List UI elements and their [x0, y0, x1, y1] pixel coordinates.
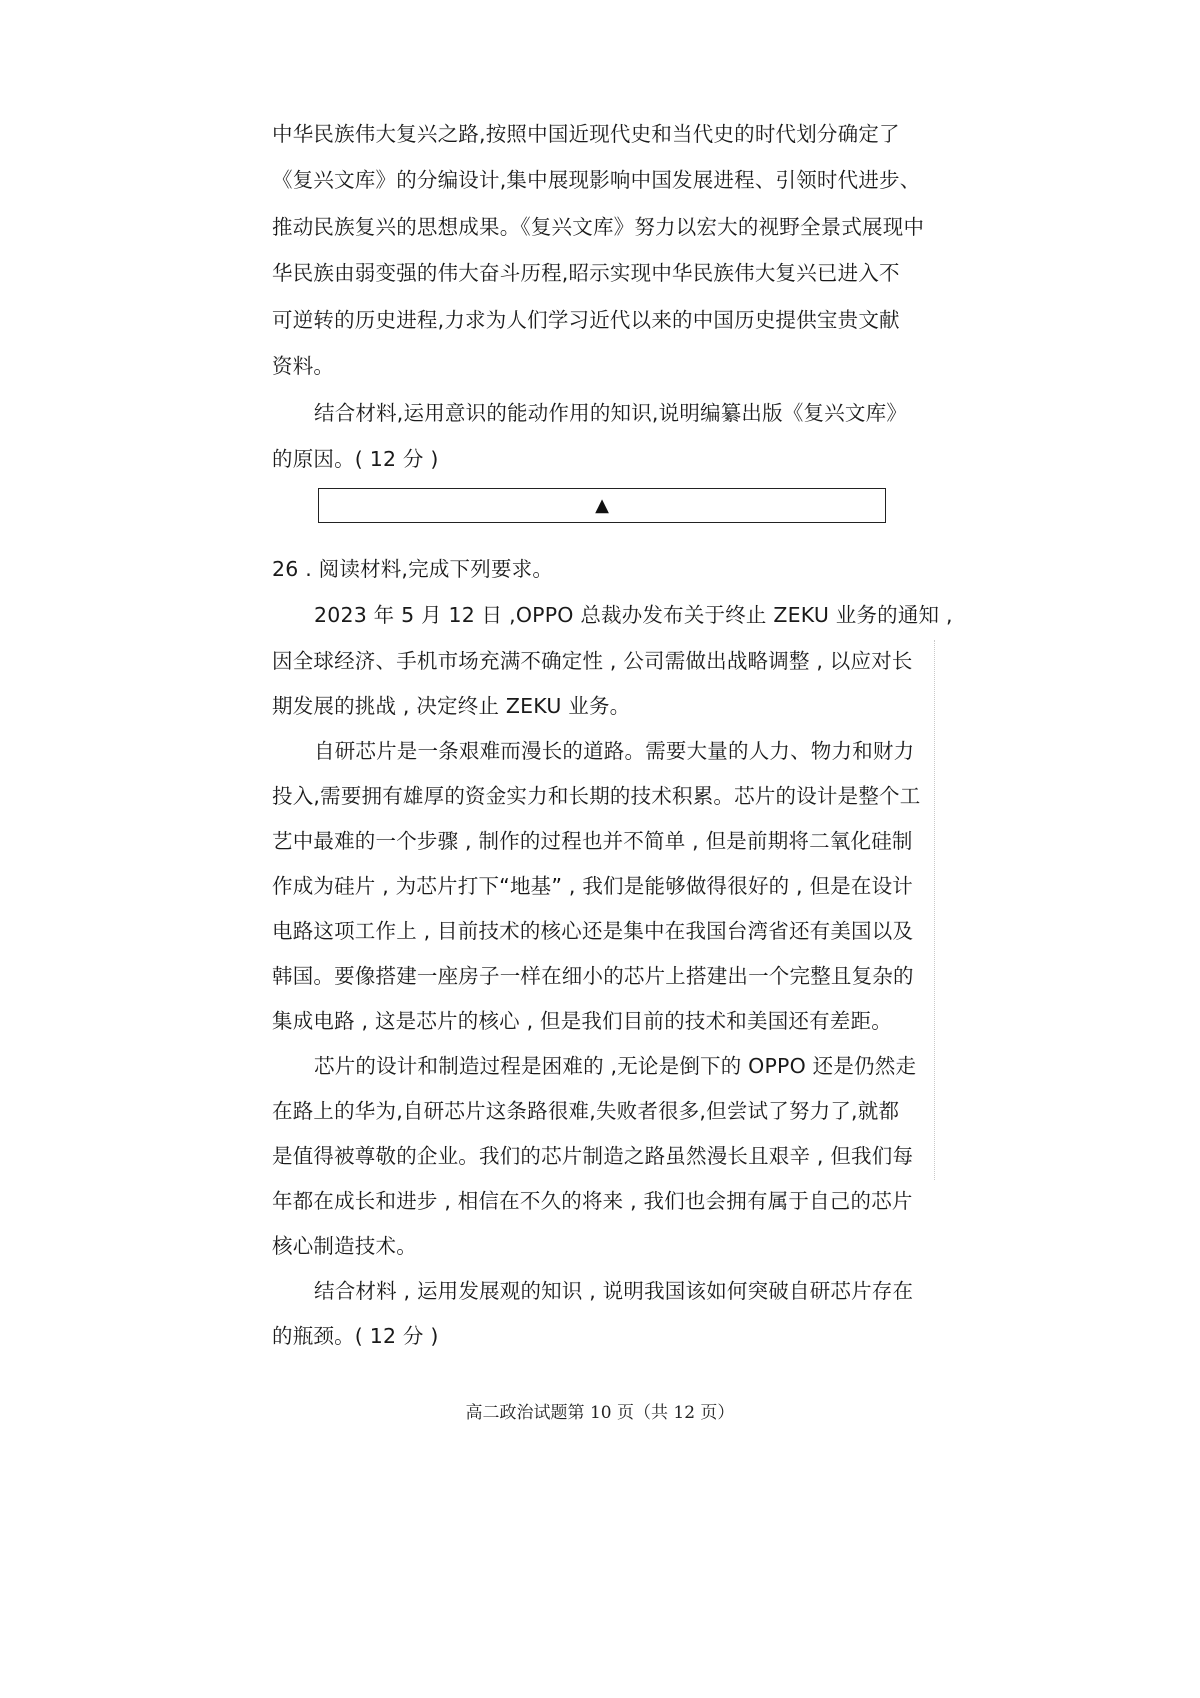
text-line: 作成为硅片 , 为芯片打下“地基” , 我们是能够做得很好的 , 但是在设计 [272, 874, 913, 898]
text-line: 可逆转的历史进程,力求为人们学习近代以来的中国历史提供宝贵文献 [272, 308, 900, 332]
page-footer: 高二政治试题第 10 页（共 12 页） [465, 1403, 735, 1423]
text-line: 年都在成长和进步 , 相信在不久的将来 , 我们也会拥有属于自己的芯片 [272, 1189, 913, 1213]
text-line: 资料。 [272, 354, 335, 378]
scan-dotted-margin [934, 640, 935, 1180]
text-line: 华民族由弱变强的伟大奋斗历程,昭示实现中华民族伟大复兴已进入不 [272, 261, 900, 285]
triangle-icon: ▲ [595, 495, 609, 516]
text-line: 韩国。要像搭建一座房子一样在细小的芯片上搭建出一个完整且复杂的 [272, 964, 914, 988]
answer-box[interactable] [318, 488, 886, 523]
text-line: 期发展的挑战 , 决定终止 ZEKU 业务。 [272, 694, 631, 718]
text-line: 投入,需要拥有雄厚的资金实力和长期的技术积累。芯片的设计是整个工 [272, 784, 921, 808]
question-prompt: 结合材料 , 运用发展观的知识 , 说明我国该如何突破自研芯片存在 [314, 1279, 914, 1303]
text-line: 因全球经济、手机市场充满不确定性 , 公司需做出战略调整 , 以应对长 [272, 649, 913, 673]
text-line: 电路这项工作上 , 目前技术的核心还是集中在我国台湾省还有美国以及 [272, 919, 914, 943]
text-line: 自研芯片是一条艰难而漫长的道路。需要大量的人力、物力和财力 [314, 739, 915, 763]
text-line: 在路上的华为,自研芯片这条路很难,失败者很多,但尝试了努力了,就都 [272, 1099, 900, 1123]
question-heading: 26 . 阅读材料,完成下列要求。 [272, 557, 554, 581]
text-line: 中华民族伟大复兴之路,按照中国近现代史和当代史的时代划分确定了 [272, 122, 900, 146]
text-line: 是值得被尊敬的企业。我们的芯片制造之路虽然漫长且艰辛 , 但我们每 [272, 1144, 914, 1168]
text-line: 推动民族复兴的思想成果。《复兴文库》努力以宏大的视野全景式展现中 [272, 215, 925, 239]
question-prompt: 的原因。( 12 分 ) [272, 447, 439, 471]
text-line: 2023 年 5 月 12 日 ,OPPO 总裁办发布关于终止 ZEKU 业务的通知 , [314, 603, 953, 627]
text-line: 核心制造技术。 [272, 1234, 417, 1258]
question-prompt: 的瓶颈。( 12 分 ) [272, 1324, 439, 1348]
text-line: 艺中最难的一个步骤 , 制作的过程也并不简单 , 但是前期将二氧化硅制 [272, 829, 913, 853]
text-line: 集成电路 , 这是芯片的核心 , 但是我们目前的技术和美国还有差距。 [272, 1009, 892, 1033]
text-line: 《复兴文库》的分编设计,集中展现影响中国发展进程、引领时代进步、 [272, 168, 921, 192]
text-line: 芯片的设计和制造过程是困难的 ,无论是倒下的 OPPO 还是仍然走 [314, 1054, 917, 1078]
question-prompt: 结合材料,运用意识的能动作用的知识,说明编纂出版《复兴文库》 [314, 401, 908, 425]
